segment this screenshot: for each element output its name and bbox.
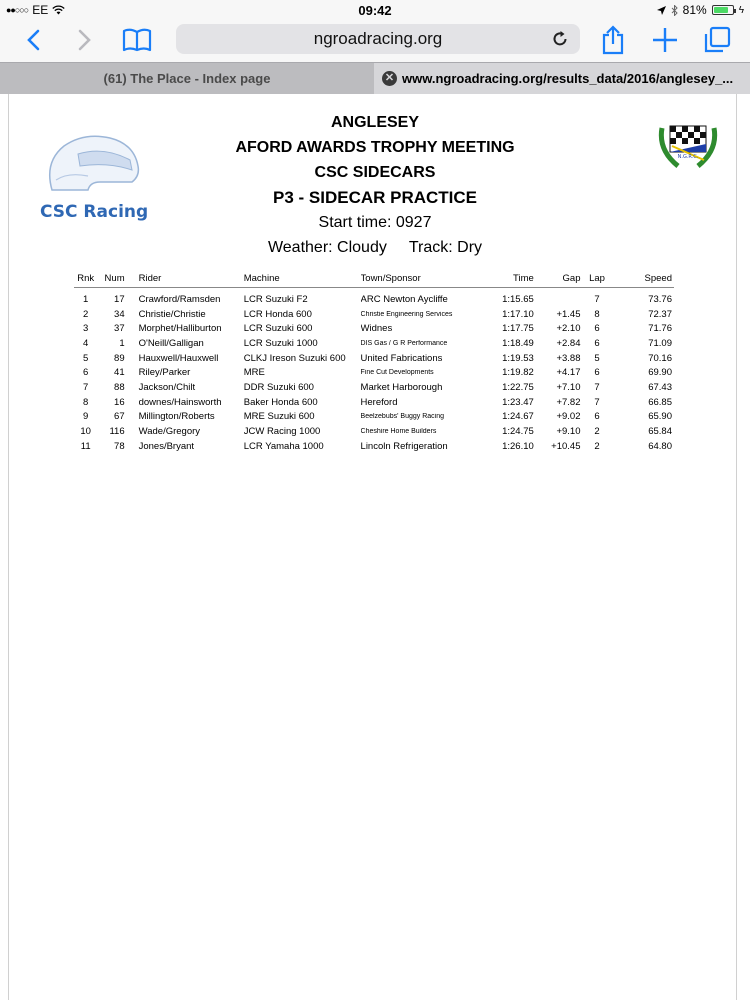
cell-town: Widnes	[360, 323, 393, 335]
bookmarks-icon[interactable]	[120, 24, 154, 56]
cell-rnk: 10	[80, 426, 91, 438]
cell-rider: downes/Hainsworth	[138, 396, 222, 408]
cell-rider: Riley/Parker	[138, 367, 191, 379]
cell-machine: CLKJ Ireson Suzuki 600	[243, 352, 346, 364]
cell-machine: LCR Suzuki 600	[243, 323, 313, 335]
cell-lap: 2	[594, 426, 600, 438]
results-header-row	[74, 270, 674, 288]
status-right	[657, 3, 744, 17]
cell-machine: MRE	[243, 367, 265, 379]
conditions	[0, 235, 750, 260]
cell-gap: +2.10	[556, 323, 581, 335]
cell-town: DIS Gas / G R Performance	[360, 339, 448, 347]
cell-speed: 67.43	[648, 381, 672, 393]
class-title: CSC SIDECARS	[314, 164, 436, 181]
cell-rnk: 11	[80, 440, 91, 452]
logo-right-text: N.G.R.C.	[677, 154, 699, 160]
cell-num: 16	[114, 396, 125, 408]
cell-rnk: 8	[83, 396, 89, 408]
browser-chrome	[0, 0, 750, 94]
cell-rider: Morphet/Halliburton	[138, 323, 222, 335]
cell-town: Lincoln Refrigeration	[360, 440, 448, 452]
cell-lap: 6	[594, 323, 600, 335]
cell-town: Beelzebubs' Buggy Racing	[360, 413, 444, 421]
cell-time: 1:23.47	[502, 396, 534, 408]
cell-time: 1:17.75	[502, 323, 534, 335]
cell-gap: +7.82	[556, 396, 581, 408]
cell-machine: DDR Suzuki 600	[243, 381, 314, 393]
results-table	[74, 270, 674, 454]
logo-left-text: CSC Racing	[40, 202, 149, 222]
location-arrow-icon	[657, 6, 666, 15]
table-row	[74, 307, 674, 322]
cell-speed: 64.80	[648, 440, 672, 452]
table-row	[74, 439, 674, 454]
cell-machine: LCR Yamaha 1000	[243, 440, 324, 452]
nav-bar	[0, 20, 750, 60]
cell-time: 1:22.75	[502, 381, 534, 393]
results-body	[74, 288, 674, 454]
session-title: P3 - SIDECAR PRACTICE	[272, 188, 478, 207]
cell-speed: 71.76	[648, 323, 672, 335]
cell-rnk: 5	[83, 352, 89, 364]
cell-num: 37	[114, 323, 125, 335]
cell-num: 41	[114, 367, 125, 379]
start-time: Start time: 0927	[318, 214, 432, 231]
cell-rider: Hauxwell/Hauxwell	[138, 352, 219, 364]
header-rnk: Rnk	[77, 273, 95, 284]
tab-active-label: www.ngroadracing.org/results_data/2016/anglesey_...	[402, 71, 734, 86]
cell-rnk: 7	[83, 381, 89, 393]
weather: Weather: Cloudy	[267, 239, 387, 256]
table-row	[74, 410, 674, 425]
cell-machine: Baker Honda 600	[243, 396, 318, 408]
cell-rnk: 3	[83, 323, 89, 335]
cell-machine: JCW Racing 1000	[243, 426, 321, 438]
new-tab-icon[interactable]	[648, 24, 682, 56]
cell-rnk: 2	[83, 308, 89, 320]
cell-time: 1:19.53	[502, 352, 534, 364]
cell-speed: 65.84	[648, 426, 672, 438]
cell-rnk: 4	[83, 337, 89, 349]
cell-rider: Wade/Gregory	[138, 426, 201, 438]
cell-machine: LCR Suzuki F2	[243, 293, 308, 305]
cell-gap: +7.10	[556, 381, 581, 393]
cell-speed: 73.76	[648, 293, 672, 305]
header-lap: Lap	[589, 273, 605, 284]
cell-gap: +9.02	[556, 411, 581, 423]
track-condition: Track: Dry	[408, 239, 483, 256]
status-bar	[0, 0, 750, 20]
cell-rider: O'Neill/Galligan	[138, 337, 204, 349]
header-rider: Rider	[138, 273, 162, 284]
cell-lap: 7	[594, 381, 600, 393]
table-row	[74, 351, 674, 366]
table-row	[74, 424, 674, 439]
tab-bar	[0, 62, 750, 94]
cell-town: United Fabrications	[360, 352, 443, 364]
cell-lap: 5	[594, 352, 600, 364]
cell-time: 1:26.10	[502, 440, 534, 452]
cell-town: Cheshire Home Builders	[360, 428, 437, 436]
carrier-label: EE	[32, 3, 49, 17]
battery-fill	[714, 7, 729, 13]
tabs-overview-icon[interactable]	[700, 24, 734, 56]
cell-rider: Millington/Roberts	[138, 411, 215, 423]
table-row	[74, 365, 674, 380]
cell-rider: Jackson/Chilt	[138, 381, 196, 393]
cell-speed: 66.85	[648, 396, 672, 408]
cell-time: 1:18.49	[502, 337, 534, 349]
table-row	[74, 336, 674, 351]
cell-speed: 70.16	[648, 352, 672, 364]
cell-gap: +9.10	[556, 426, 581, 438]
venue-title: ANGLESEY	[330, 114, 419, 131]
cell-town: Christie Engineering Services	[360, 310, 453, 318]
cell-rnk: 9	[83, 411, 89, 423]
cell-town: Market Harborough	[360, 381, 443, 393]
cell-rnk: 1	[83, 293, 89, 305]
cell-town: ARC Newton Aycliffe	[360, 293, 448, 305]
back-icon[interactable]	[16, 24, 50, 56]
cell-gap: +3.88	[556, 352, 581, 364]
tab-inactive[interactable]: (61) The Place - Index page	[103, 71, 271, 86]
cell-gap: +1.45	[556, 308, 581, 320]
cell-num: 34	[114, 308, 125, 320]
cell-town: Fine Cut Developments	[360, 369, 434, 377]
table-row	[74, 380, 674, 395]
status-time: 09:42	[358, 3, 392, 18]
cell-rider: Jones/Bryant	[138, 440, 195, 452]
battery-icon	[712, 5, 734, 15]
cell-lap: 7	[594, 396, 600, 408]
share-icon[interactable]	[596, 24, 630, 56]
cell-num: 89	[114, 352, 125, 364]
cell-machine: LCR Honda 600	[243, 308, 312, 320]
cell-num: 88	[114, 381, 125, 393]
table-row	[74, 292, 674, 307]
meeting-title: AFORD AWARDS TROPHY MEETING	[235, 139, 515, 156]
tab-active[interactable]	[374, 63, 750, 94]
cell-lap: 7	[594, 293, 600, 305]
cell-lap: 6	[594, 367, 600, 379]
cell-rider: Crawford/Ramsden	[138, 293, 221, 305]
web-page	[0, 94, 750, 1000]
table-row	[74, 395, 674, 410]
cell-time: 1:17.10	[502, 308, 534, 320]
results-header	[0, 110, 750, 260]
cell-machine: LCR Suzuki 1000	[243, 337, 318, 349]
cell-gap: +10.45	[551, 440, 581, 452]
cell-num: 78	[114, 440, 125, 452]
cell-num: 116	[109, 426, 125, 438]
header-gap: Gap	[562, 273, 581, 284]
cell-gap: +4.17	[556, 367, 581, 379]
header-machine: Machine	[243, 273, 280, 284]
cell-lap: 2	[594, 440, 600, 452]
cell-num: 67	[114, 411, 125, 423]
table-row	[74, 321, 674, 336]
cell-speed: 69.90	[648, 367, 672, 379]
battery-percent: 81%	[682, 3, 707, 17]
header-town: Town/Sponsor	[360, 273, 421, 284]
signal-icon: ●●○○○	[6, 5, 29, 15]
cell-lap: 6	[594, 411, 600, 423]
cell-machine: MRE Suzuki 600	[243, 411, 315, 423]
url-text: ngroadracing.org	[313, 29, 443, 48]
address-bar[interactable]	[176, 24, 580, 54]
header-time: Time	[513, 273, 534, 284]
forward-icon[interactable]	[68, 24, 102, 56]
cell-speed: 71.09	[648, 337, 672, 349]
charging-icon: ϟ	[738, 4, 744, 16]
cell-rider: Christie/Christie	[138, 308, 206, 320]
cell-lap: 8	[594, 308, 600, 320]
cell-speed: 65.90	[648, 411, 672, 423]
cell-town: Hereford	[360, 396, 398, 408]
cell-time: 1:24.67	[502, 411, 534, 423]
cell-rnk: 6	[83, 367, 89, 379]
cell-time: 1:24.75	[502, 426, 534, 438]
cell-time: 1:15.65	[502, 293, 534, 305]
cell-num: 1	[119, 337, 125, 349]
cell-time: 1:19.82	[502, 367, 534, 379]
cell-num: 17	[114, 293, 125, 305]
close-tab-icon[interactable]: ✕	[382, 71, 397, 86]
cell-speed: 72.37	[648, 308, 672, 320]
cell-gap: +2.84	[556, 337, 581, 349]
header-speed: Speed	[644, 273, 672, 284]
bluetooth-icon	[671, 5, 678, 16]
cell-lap: 6	[594, 337, 600, 349]
header-num: Num	[104, 273, 125, 284]
reload-icon[interactable]	[550, 29, 570, 49]
